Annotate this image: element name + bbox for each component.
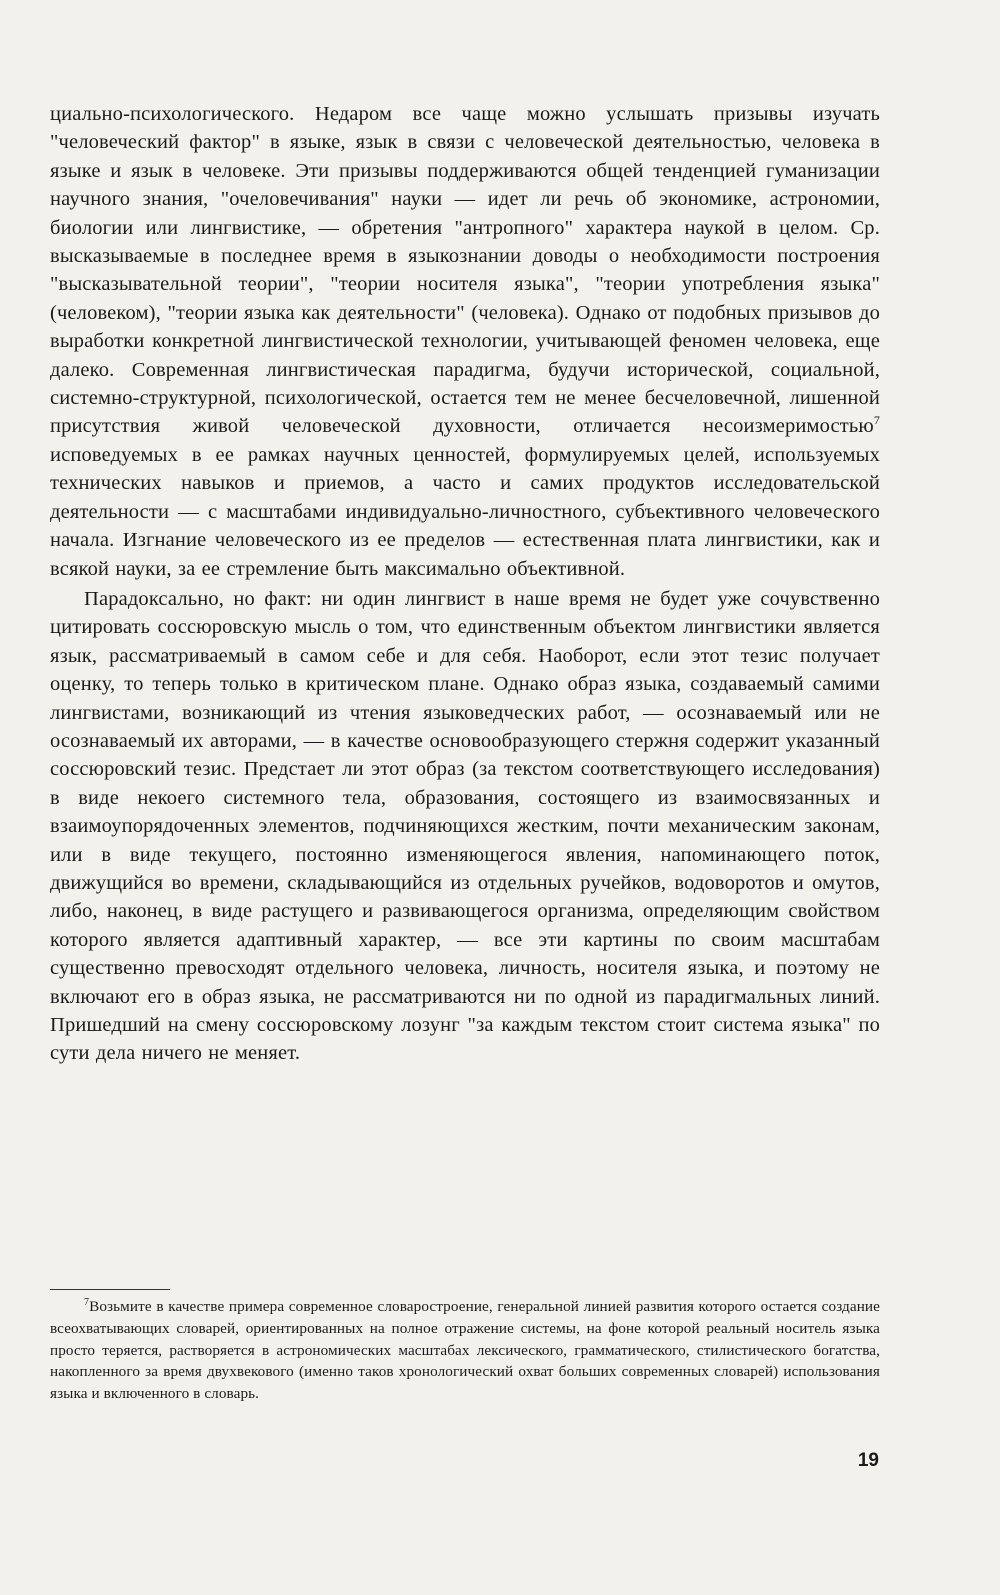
paragraph-1 <box>50 100 880 583</box>
footnote-reference-7[interactable]: 7 <box>873 413 880 428</box>
footnotes <box>50 1296 880 1405</box>
footnote-text: Возьмите в качестве примера современное словаростроение, генеральной линией развития которого остается создание всеохватывающих словарей, ориентированных на полное отражение системы, на фоне которой реальный носитель языка просто теряется, растворяется в астрономических масштабах лексического, грамматического, стилистического богатства, накопленного за время двухвекового (именно таков хронологический охват больших современных словарей) использования языка и включенного в словарь. <box>50 1298 880 1403</box>
paragraph-1-text-after-ref: исповедуемых в ее рамках научных ценностей, формулируемых целей, используемых технических навыков и приемов, а часто и самих продуктов исследовательской деятельности — с масштабами индивидуально-личностного, субъективного человеческого начала. Изгнание человеческого из ее пределов — естественная плата лингвистики, как и всякой науки, за ее стремление быть максимально объективной. <box>50 443 880 580</box>
paragraph-2: Парадоксально, но факт: ни один лингвист в наше время не будет уже сочувственно цитировать соссюровскую мысль о том, что единственным объектом лингвистики является язык, рассматриваемый в самом себе и для себя. Наоборот, если этот тезис получает оценку, то теперь только в критическом плане. Однако образ языка, создаваемый самими лингвистами, возникающий из чтения языковедческих работ, — осознаваемый или не осознаваемый их авторами, — в качестве основообразующего стержня содержит указанный соссюровский тезис. Предстает ли этот образ (за текстом соответствующего исследования) в виде некоего системного тела, образования, состоящего из взаимосвязанных и взаимоупорядоченных элементов, подчиняющихся жестким, почти механическим законам, или в виде текущего, постоянно изменяющегося явления, напоминающего поток, движущийся во времени, складывающийся из отдельных ручейков, водоворотов и омутов, либо, наконец, в виде растущего и развивающегося организма, определяющим свойством которого является адаптивный характер, — все эти картины по своим масштабам существенно превосходят отдельного человека, личность, носителя языка, и поэтому не включают его в образ языка, не рассматриваются ни по одной из парадигмальных линий. Пришедший на смену соссюровскому лозунг "за каждым текстом стоит система языка" по сути дела ничего не меняет. <box>50 587 880 1065</box>
paragraph-1-text-before-ref: циально-психологического. Недаром все чаще можно услышать призывы изучать "человеческий фактор" в языке, язык в связи с человеческой деятельностью, человека в языке и язык в человеке. Эти призывы поддерживаются общей тенденцией гуманизации научного знания, "очеловечивания" науки — идет ли речь об экономике, астрономии, биологии или лингвистике, — обретения "антропного" характера наукой в целом. Ср. высказываемые в последнее время в языкознании доводы о необходимости построения "высказывательной теории", "теории носителя языка", "теории употребления языка" (человеком), "теории языка как деятельности" (человека). Однако от подобных призывов до выработки конкретной лингвистической технологии, учитывающей феномен человека, еще далеко. Современная лингвистическая парадигма, будучи исторической, социальной, системно-структурной, психологической, остается тем не менее бесчеловечной, лишенной присутствия живой человеческой духовности, отличается несоизмеримостью <box>50 103 880 438</box>
page-number: 19 <box>857 1450 879 1471</box>
footnote-7 <box>50 1296 880 1405</box>
page-body <box>50 100 880 1068</box>
footnote-number: 7 <box>84 1296 90 1308</box>
footnote-divider <box>50 1289 170 1290</box>
